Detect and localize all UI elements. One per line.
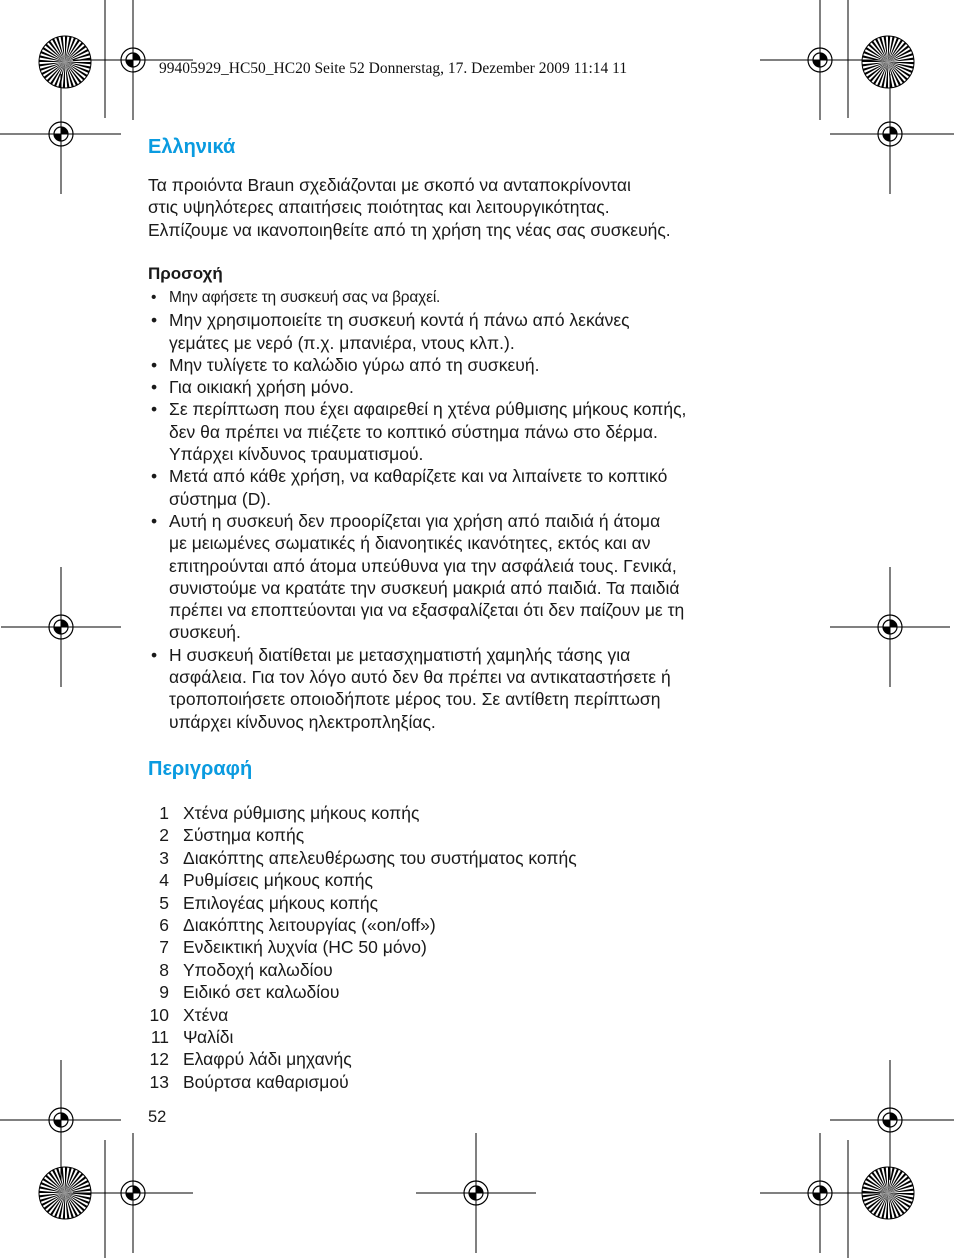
item-number: 9 [159, 982, 169, 1003]
bullet-icon: • [151, 354, 158, 375]
item-number: 4 [159, 870, 169, 891]
caution-item-line: Υπάρχει κίνδυνος τραυματισμού. [169, 444, 424, 465]
item-text: Ελαφρύ λάδι μηχανής [183, 1049, 352, 1070]
focus-star-icon [39, 1167, 91, 1219]
description-item [148, 802, 748, 824]
intro-paragraph [148, 174, 828, 241]
item-text: Υποδοχή καλωδίου [183, 959, 333, 980]
caution-item-line: Η συσκευή διατίθεται με μετασχηματιστή χαμηλής τάσης για [169, 644, 631, 665]
description-item [148, 1071, 748, 1093]
caution-item [148, 309, 828, 354]
description-item [148, 1026, 748, 1048]
item-text: Βούρτσα καθαρισμού [183, 1071, 349, 1092]
item-text: Επιλογέας μήκους κοπής [183, 892, 379, 913]
item-text: Διακόπτης λειτουργίας («on/off») [183, 915, 436, 936]
description-item [148, 914, 748, 936]
caution-item-line: δεν θα πρέπει να πιέζετε το κοπτικό σύστημα πάνω στο δέρμα. [169, 421, 658, 442]
description-item [148, 936, 748, 958]
item-number: 6 [159, 915, 169, 936]
intro-line: στις υψηλότερες απαιτήσεις ποιότητας και λειτουργικότητας. [148, 197, 610, 218]
item-text: Ειδικό σετ καλωδίου [183, 982, 340, 1003]
caution-item-line: συνιστούμε να κρατάτε την συσκευή μακριά από παιδιά. Τα παιδιά [169, 577, 680, 598]
caution-item-line: τροποποιήσετε οποιοδήποτε μέρος του. Σε αντίθετη περίπτωση [169, 689, 661, 710]
caution-list [148, 287, 828, 733]
bullet-icon: • [151, 310, 158, 331]
caution-item [148, 398, 828, 465]
registration-target-icon [1, 1060, 121, 1180]
focus-star-icon [39, 36, 91, 88]
description-item [148, 892, 748, 914]
print-header: 99405929_HC50_HC20 Seite 52 Donnerstag, 17. Dezember 2009 11:14 11 [159, 60, 628, 77]
item-number: 3 [159, 847, 169, 868]
caution-item [148, 465, 828, 510]
item-number: 10 [149, 1004, 169, 1025]
bullet-icon: • [151, 289, 157, 306]
description-list [148, 802, 748, 1093]
bullet-icon: • [151, 466, 158, 487]
caution-item-line: Μην χρησιμοποιείτε τη συσκευή κοντά ή πάνω από λεκάνες [169, 310, 630, 331]
caution-item-line: Μην αφήσετε τη συσκευή σας να βραχεί. [169, 289, 441, 306]
item-text: Ρυθμίσεις μήκους κοπής [183, 870, 373, 891]
item-number: 1 [159, 803, 169, 823]
caution-item-line: Μην τυλίγετε το καλώδιο γύρω από τη συσκευή. [169, 354, 540, 375]
page-number: 52 [148, 1108, 167, 1126]
item-text: Χτένα [183, 1004, 229, 1025]
description-item [148, 1004, 748, 1026]
caution-item [148, 644, 828, 733]
registration-target-icon [1, 74, 121, 194]
caution-item [148, 354, 828, 376]
bullet-icon: • [151, 377, 158, 398]
item-number: 7 [159, 937, 169, 958]
description-item [148, 981, 748, 1003]
caution-item-line: γεμάτες με νερό (π.χ. μπανιέρα, ντους κλπ.). [169, 332, 515, 353]
caution-item-line: Σε περίπτωση που έχει αφαιρεθεί η χτένα ρύθμισης μήκους κοπής, [169, 399, 687, 420]
caution-item-line: σύστημα (D). [169, 488, 272, 509]
caution-item-line: Αυτή η συσκευή δεν προορίζεται για χρήση από παιδιά ή άτομα [169, 510, 661, 531]
item-number: 12 [149, 1049, 169, 1070]
intro-line: Τα προιόντα Braun σχεδιάζονται με σκοπό να ανταποκρίνονται [148, 175, 631, 195]
item-number: 8 [159, 959, 169, 980]
description-item [148, 959, 748, 981]
bullet-icon: • [151, 644, 158, 665]
item-number: 11 [150, 1027, 169, 1048]
caution-item-line: με μειωμένες σωματικές ή διανοητικές ικανότητες, εκτός και αν [169, 533, 651, 554]
description-item [148, 1048, 748, 1070]
caution-item-line: ασφάλεια. Για τον λόγο αυτό δεν θα πρέπει να αντικαταστήσετε ή [169, 667, 671, 688]
bullet-icon: • [151, 399, 158, 420]
item-text: Ψαλίδι [183, 1027, 234, 1048]
caution-item-line: πρέπει να εποπτεύονται για να εξασφαλίζεται ότι δεν παίζουν με τη [169, 600, 685, 621]
item-text: Σύστημα κοπής [183, 825, 305, 846]
focus-star-icon [862, 36, 914, 88]
item-number: 13 [149, 1071, 169, 1092]
registration-target-icon [1, 567, 121, 687]
item-number: 2 [159, 825, 169, 846]
description-item [148, 847, 748, 869]
caution-item-line: Μετά από κάθε χρήση, να καθαρίζετε και να λιπαίνετε το κοπτικό [169, 466, 668, 487]
description-item [148, 869, 748, 891]
item-text: Ενδεικτική λυχνία (HC 50 μόνο) [183, 937, 427, 958]
section-title-greek: Ελληνικά [148, 136, 236, 158]
caution-item-line: επιτηρούνται από άτομα υπεύθυνα για την ασφάλειά τους. Γενικά, [169, 555, 677, 576]
bullet-icon: • [151, 510, 158, 531]
caution-item [148, 376, 828, 398]
caution-item-line: συσκευή. [169, 622, 241, 643]
caution-item-line: Για οικιακή χρήση μόνο. [169, 377, 354, 398]
section-title-description: Περιγραφή [148, 758, 253, 780]
focus-star-icon [862, 1167, 914, 1219]
caution-heading: Προσοχή [148, 264, 223, 283]
caution-item-line: υπάρχει κίνδυνος ηλεκτροπληξίας. [169, 711, 436, 732]
description-item [148, 824, 748, 846]
caution-item [148, 287, 828, 309]
intro-line: Ελπίζουμε να ικανοποιηθείτε από τη χρήση της νέας σας συσκευής. [148, 219, 671, 240]
registration-target-icon [416, 1133, 536, 1253]
caution-item [148, 510, 828, 644]
item-text: Χτένα ρύθμισης μήκους κοπής [183, 803, 420, 823]
registration-target-icon [830, 567, 950, 687]
item-number: 5 [159, 892, 169, 913]
item-text: Διακόπτης απελευθέρωσης του συστήματος κοπής [183, 847, 577, 868]
